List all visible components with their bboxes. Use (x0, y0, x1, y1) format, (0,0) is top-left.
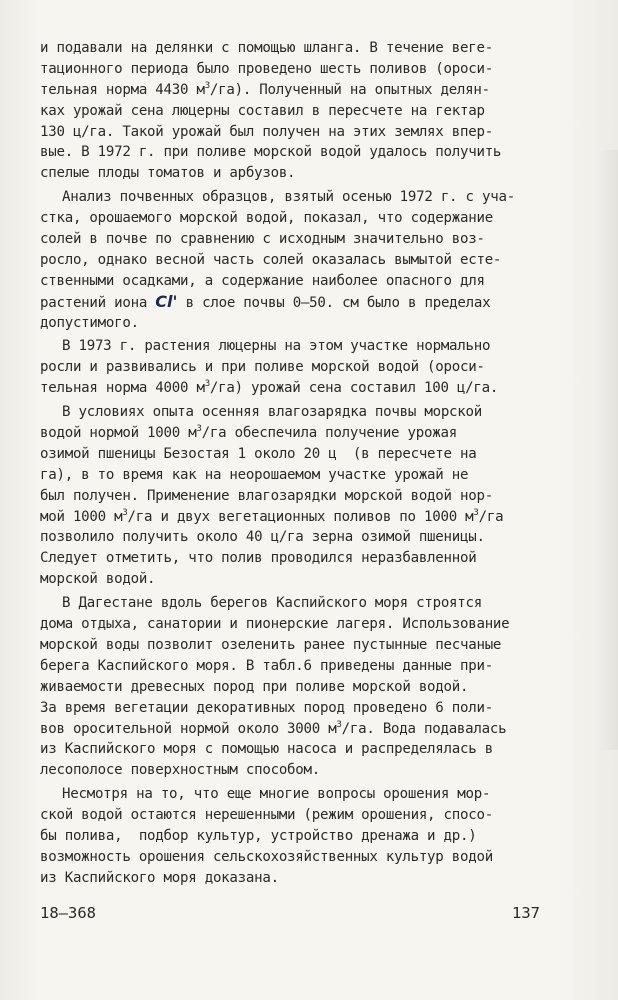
text-line: морской водой. (40, 571, 156, 588)
text-line: В 1973 г. растения люцерны на этом участке нормально (62, 338, 491, 355)
superscript-3: 3 (336, 719, 342, 730)
superscript-3: 3 (204, 379, 210, 390)
text-line: Анализ почвенных образцов, взятый осенью 1972 г. с уча- (62, 189, 515, 206)
text-line: озимой пшеницы Безостая 1 около 20 ц (в пересчете на (40, 445, 477, 462)
text-line: га), в то время как на неорошаемом участке урожай не (40, 466, 469, 483)
text-line: В условиях опыта осенняя влагозарядка почвы морской (62, 404, 482, 421)
text-line: 130 ц/га. Такой урожай был получен на этих землях впер- (40, 123, 493, 140)
superscript-3: 3 (196, 424, 202, 435)
text-line: солей в почве по сравнению с исходным значительно воз- (40, 231, 485, 248)
text-line: тельная норма 4000 $м^3/га$) урожай сена составил 100 ц/га. (40, 379, 499, 397)
text-line: Несмотря на то, что еще многие вопросы орошения мор- (62, 786, 491, 803)
text-line: ственными осадками, а содержание наиболее опасного для (40, 272, 485, 289)
superscript-3: 3 (204, 80, 210, 91)
text-line: позволило получить около 40 ц/га зерна озимой пшеницы. (40, 529, 485, 546)
text-line: ской водой остаются нерешенными (режим орошения, спосо- (40, 807, 493, 824)
text-line: лесополосе поверхностным способом. (40, 762, 320, 779)
text-line: и подавали на делянки с помощью шланга. В течение веге- (40, 40, 493, 56)
body-text (40, 38, 588, 889)
text-line: ках урожай сена люцерны составил в пересчете на гектар (40, 102, 485, 119)
text-line: был получен. Применение влагозарядки морской водой нор- (40, 487, 493, 504)
text-line: из Каспийского моря с помощью насоса и распределялась в (40, 741, 493, 758)
signature-mark: 18–368 (40, 904, 96, 922)
superscript-3: 3 (122, 507, 128, 518)
page-edge-shadow (598, 150, 618, 750)
text-line: росли и развивались и при поливе морской водой (ороси- (40, 359, 485, 376)
text-line: живаемости древесных пород при поливе морской водой. (40, 678, 469, 695)
text-line: морской воды позволит озеленить ранее пустынные песчаные (40, 636, 502, 653)
text-line: В Дагестане вдоль берегов Каспийского моря строятся (62, 595, 482, 612)
text-line: из Каспийского моря доказана. (40, 869, 279, 886)
text-line: дома отдыха, санатории и пионерские лагеря. Использование (40, 616, 510, 633)
text-line: растений иона Cl' в слое почвы 0–50. см было в пределах (40, 291, 491, 311)
text-line: вов оросительной нормой около 3000 $м^3/га$. Вода подавалась (40, 719, 507, 737)
text-line: тельная норма 4430 $м^3/га$). Полученный на опытных делян- (40, 80, 490, 98)
text-line: берега Каспийского моря. В табл.6 приведены данные при- (40, 657, 493, 674)
superscript-3: 3 (473, 507, 479, 518)
handwritten-ion-mark: Cl' (155, 291, 178, 311)
text-line: За время вегетации декоративных пород проведено 6 поли- (40, 699, 493, 716)
page-number: 137 (512, 904, 540, 922)
text-line: бы полива, подбор культур, устройство дренажа и др.) (40, 827, 477, 844)
text-line: возможность орошения сельскохозяйственных культур водой (40, 848, 493, 865)
text-line: стка, орошаемого морской водой, показал, что содержание (40, 210, 493, 227)
text-line: мой 1000 $м^3/га$ и двух вегетационных поливов по 1000 $м^3/га$ (40, 507, 504, 525)
text-line: росло, однако весной часть солей оказалась вымытой есте- (40, 251, 502, 268)
text-line: вые. В 1972 г. при поливе морской водой удалось получить (40, 144, 502, 161)
text-line: Следует отметить, что полив проводился неразбавленной (40, 550, 477, 567)
text-line: водой нормой 1000 $м^3/га$ обеспечила получение урожая (40, 424, 457, 442)
text-line: спелые плоды томатов и арбузов. (40, 165, 296, 182)
text-line: допустимого. (40, 314, 139, 331)
text-line: тационного периода было проведено шесть поливов (ороси- (40, 60, 493, 77)
